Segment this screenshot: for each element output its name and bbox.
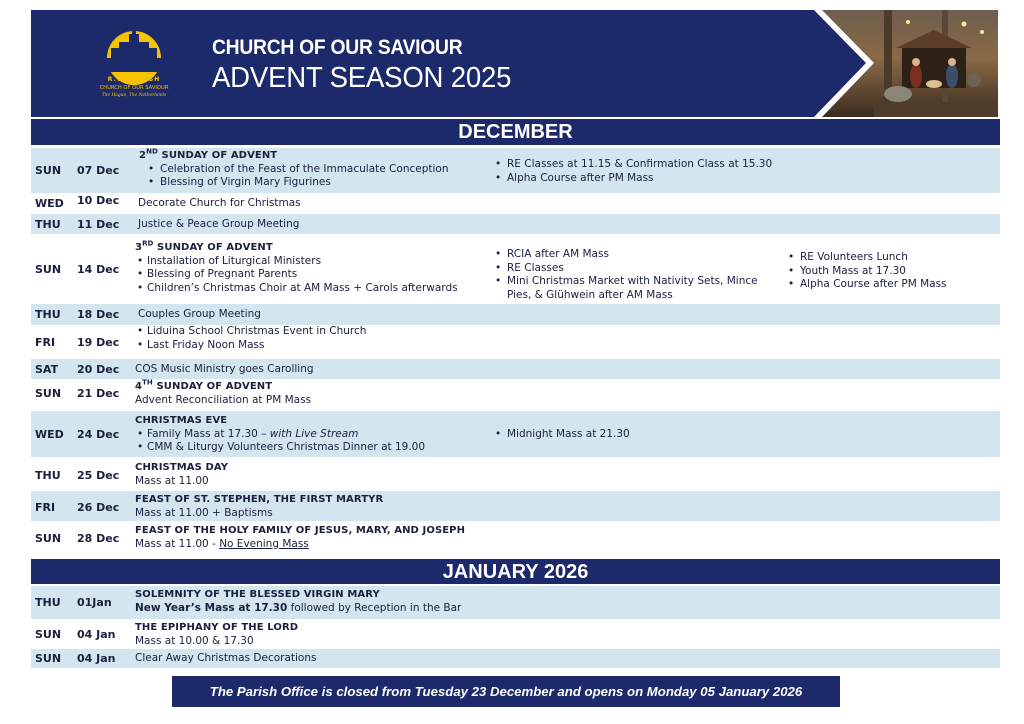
row-day: THU [35, 308, 61, 321]
row-date: 21 Dec [77, 387, 120, 400]
row-day: SUN [35, 387, 62, 400]
row-date: 18 Dec [77, 308, 120, 321]
event-bullet: • RCIA after AM Mass [486, 248, 772, 262]
row-main [135, 325, 366, 352]
event-row [31, 586, 1000, 619]
event-row [31, 304, 1000, 325]
row-date: 01Jan [77, 596, 112, 609]
row-day: SUN [35, 628, 62, 641]
row-main [135, 493, 383, 520]
logo-text-location: The Hague, The Netherlands [101, 93, 167, 98]
event-heading: FEAST OF ST. STEPHEN, THE FIRST MARTYR [135, 494, 384, 505]
event-heading: 3RD SUNDAY OF ADVENT [135, 239, 273, 253]
row-date: 11 Dec [77, 218, 120, 231]
event-bullet: • Children’s Christmas Choir at AM Mass + Carols afterwards [135, 282, 458, 296]
row-date: 19 Dec [77, 336, 120, 349]
row-date: 04 Jan [77, 652, 116, 665]
event-bullet: • Liduina School Christmas Event in Church [135, 325, 366, 339]
row-date: 25 Dec [77, 469, 120, 482]
event-text: Mass at 11.00 [135, 474, 209, 487]
event-bullet: • Mini Christmas Market with Nativity Sets, Mince Pies, & Glühwein after AM Mass [486, 275, 772, 302]
row-date: 28 Dec [77, 532, 120, 545]
event-row [31, 148, 1000, 193]
row-main [135, 241, 458, 295]
event-row [31, 459, 1000, 490]
row-col-2 [486, 428, 630, 442]
event-text: New Year’s Mass at 17.30 followed by Reception in the Bar [135, 601, 462, 614]
event-bullet: • Midnight Mass at 21.30 [486, 428, 630, 442]
row-day: SUN [35, 652, 62, 665]
event-bullet: • Last Friday Noon Mass [135, 339, 366, 353]
row-date: 26 Dec [77, 501, 120, 514]
header-banner [31, 10, 998, 117]
event-heading: CHRISTMAS DAY [135, 462, 229, 473]
parish-logo [93, 28, 175, 106]
event-bullet: • RE Volunteers Lunch [779, 251, 947, 265]
church-name: CHURCH OF OUR SAVIOUR [212, 36, 463, 59]
event-heading: THE EPIPHANY OF THE LORD [135, 622, 299, 633]
logo-text-parish: R.C. PARISH [107, 76, 161, 83]
event-bullet: • Alpha Course after PM Mass [486, 172, 772, 186]
event-text: Mass at 11.00 + Baptisms [135, 506, 273, 519]
parish-office-notice: The Parish Office is closed from Tuesday 23 December and opens on Monday 05 January 2026 [172, 676, 840, 707]
event-text: Advent Reconciliation at PM Mass [135, 393, 312, 406]
row-col-2 [486, 248, 772, 302]
event-text: Clear Away Christmas Decorations [135, 652, 317, 664]
row-day: WED [35, 428, 64, 441]
event-row [31, 214, 1000, 234]
event-text: Justice & Peace Group Meeting [138, 218, 300, 230]
event-row [31, 491, 1000, 521]
event-bullet: • RE Classes [486, 262, 772, 276]
month-heading-december: DECEMBER [31, 119, 1000, 145]
row-day: FRI [35, 501, 56, 514]
row-day: THU [35, 596, 61, 609]
season-title: ADVENT SEASON 2025 [212, 62, 512, 94]
row-date: 14 Dec [77, 263, 120, 276]
event-row [31, 359, 1000, 379]
event-bullet: • Family Mass at 17.30 – with Live Stream [135, 428, 425, 442]
event-text: Mass at 11.00 - No Evening Mass [135, 537, 309, 550]
month-heading-january: JANUARY 2026 [31, 559, 1000, 584]
row-main [135, 461, 228, 488]
row-day: SUN [35, 263, 62, 276]
event-bullet: • Blessing of Pregnant Parents [135, 268, 458, 282]
row-main [135, 524, 465, 551]
event-row [31, 649, 1000, 668]
event-bullet: • Celebration of the Feast of the Immaculate Conception [139, 163, 448, 177]
row-day: FRI [35, 336, 56, 349]
header-titles [212, 36, 527, 94]
row-main [139, 149, 448, 190]
row-day: THU [35, 469, 61, 482]
event-heading: SOLEMNITY OF THE BLESSED VIRGIN MARY [135, 589, 380, 600]
row-day: SAT [35, 363, 59, 376]
row-col-2 [486, 158, 772, 185]
row-date: 20 Dec [77, 363, 120, 376]
row-day: SUN [35, 164, 62, 177]
row-date: 24 Dec [77, 428, 120, 441]
row-date: 10 Dec [77, 194, 120, 207]
event-heading: 4TH SUNDAY OF ADVENT [135, 378, 273, 392]
row-col-3 [779, 251, 947, 292]
event-heading: FEAST OF THE HOLY FAMILY OF JESUS, MARY, AND JOSEPH [135, 525, 466, 536]
event-row [31, 238, 1000, 302]
event-row [31, 411, 1000, 457]
row-main [135, 380, 311, 407]
row-main [135, 414, 425, 455]
nativity-photo [814, 10, 998, 117]
event-bullet: • Installation of Liturgical Ministers [135, 255, 458, 269]
event-row [31, 619, 1000, 648]
event-bullet: • Alpha Course after PM Mass [779, 278, 947, 292]
event-row [31, 522, 1000, 553]
event-row [31, 379, 1000, 409]
event-heading: CHRISTMAS EVE [135, 415, 228, 426]
event-text: COS Music Ministry goes Carolling [135, 363, 314, 375]
row-date: 04 Jan [77, 628, 116, 641]
event-bullet: • Blessing of Virgin Mary Figurines [139, 176, 448, 190]
row-day: WED [35, 197, 64, 210]
event-text: Couples Group Meeting [138, 308, 261, 320]
logo-text-church: CHURCH OF OUR SAVIOUR [99, 85, 169, 91]
row-main [135, 621, 298, 648]
row-day: SUN [35, 532, 62, 545]
event-bullet: • RE Classes at 11.15 & Confirmation Class at 15.30 [486, 158, 772, 172]
event-bullet: • CMM & Liturgy Volunteers Christmas Dinner at 19.00 [135, 441, 425, 455]
event-row [31, 325, 1000, 358]
event-heading: 2ND SUNDAY OF ADVENT [139, 147, 278, 161]
event-bullet: • Youth Mass at 17.30 [779, 265, 947, 279]
row-main [135, 588, 461, 615]
row-day: THU [35, 218, 61, 231]
event-text: Mass at 10.00 & 17.30 [135, 634, 254, 647]
event-text: Decorate Church for Christmas [138, 197, 301, 209]
event-row [31, 193, 1000, 214]
row-date: 07 Dec [77, 164, 120, 177]
